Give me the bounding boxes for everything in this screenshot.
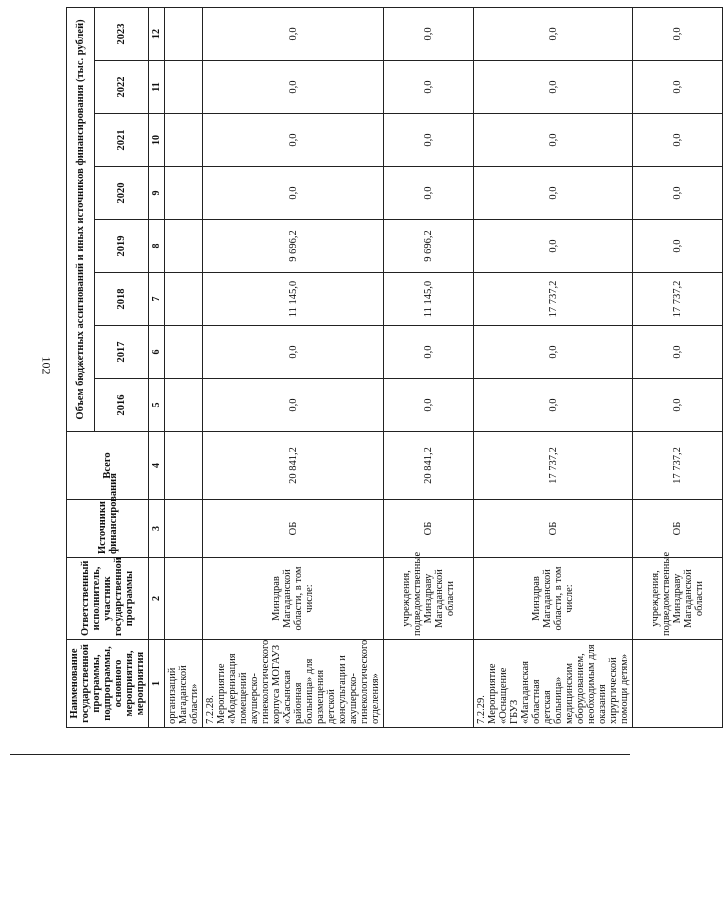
cell-value: 0,0: [203, 379, 384, 432]
financing-table: [66, 7, 723, 728]
cell-value: 0,0: [203, 326, 384, 379]
cell-value: 0,0: [633, 114, 723, 167]
cell-value: 0,0: [384, 7, 474, 60]
cell-value: 0,0: [384, 167, 474, 220]
header-executor: Ответственный исполнитель, участник государственной программы: [67, 558, 149, 640]
cell-value: 0,0: [474, 379, 633, 432]
header-group: Объем бюджетных ассигнований и иных источников финансирования (тыс. рублей): [67, 7, 95, 431]
cell-value: 0,0: [203, 7, 384, 60]
header-year: 2018: [95, 273, 149, 326]
cell-source: [165, 500, 203, 558]
cell-value: 0,0: [384, 114, 474, 167]
cell-value: 0,0: [633, 61, 723, 114]
cell-total: 17 737,2: [474, 432, 633, 500]
header-year: 2020: [95, 167, 149, 220]
cell-total: 20 841,2: [384, 432, 474, 500]
table-row: [203, 7, 384, 727]
bottom-rule: [10, 754, 630, 755]
col-number: 6: [149, 326, 165, 379]
header-year: 2022: [95, 61, 149, 114]
cell-value: 0,0: [633, 7, 723, 60]
cell-source: ОБ: [633, 500, 723, 558]
cell-value: 0,0: [474, 114, 633, 167]
cell-value: 0,0: [384, 326, 474, 379]
col-number: 5: [149, 379, 165, 432]
header-year: 2017: [95, 326, 149, 379]
cell-executor: [165, 558, 203, 640]
cell-value: 0,0: [474, 7, 633, 60]
cell-value: 9 696,2: [384, 220, 474, 273]
cell-value: [165, 167, 203, 220]
cell-value: [165, 7, 203, 60]
cell-value: 11 145,0: [203, 273, 384, 326]
cell-value: [165, 114, 203, 167]
cell-name: [384, 640, 474, 728]
cell-total: 20 841,2: [203, 432, 384, 500]
table-row: [633, 7, 723, 727]
header-year: 2019: [95, 220, 149, 273]
cell-value: 0,0: [384, 61, 474, 114]
header-year: 2016: [95, 379, 149, 432]
cell-value: 0,0: [474, 61, 633, 114]
col-number: 10: [149, 114, 165, 167]
cell-value: 0,0: [384, 379, 474, 432]
cell-value: 0,0: [474, 167, 633, 220]
cell-executor: Минздрав Магаданской области, в том числе:: [474, 558, 633, 640]
cell-value: 0,0: [203, 114, 384, 167]
cell-executor: учреждения, подведомственные Минздраву Магаданской области: [633, 558, 723, 640]
col-number: 4: [149, 432, 165, 500]
cell-value: [165, 379, 203, 432]
header-source: Источники финансирования: [67, 500, 149, 558]
cell-value: 0,0: [474, 326, 633, 379]
cell-value: 17 737,2: [474, 273, 633, 326]
cell-value: 0,0: [203, 61, 384, 114]
header-name: Наименование государственной программы, подпрограммы, основного мероприятия, мероприятия: [67, 640, 149, 728]
col-number: 8: [149, 220, 165, 273]
cell-value: [165, 326, 203, 379]
cell-value: 0,0: [633, 167, 723, 220]
header-year: 2021: [95, 114, 149, 167]
cell-name: организаций Магаданской области»: [165, 640, 203, 728]
cell-total: 17 737,2: [633, 432, 723, 500]
cell-value: 0,0: [203, 167, 384, 220]
col-number: 1: [149, 640, 165, 728]
table-row: [474, 7, 633, 727]
col-number: 2: [149, 558, 165, 640]
cell-executor: Минздрав Магаданской области, в том числе:: [203, 558, 384, 640]
cell-value: 11 145,0: [384, 273, 474, 326]
header-year: 2023: [95, 7, 149, 60]
cell-source: ОБ: [474, 500, 633, 558]
cell-value: 0,0: [474, 220, 633, 273]
col-number: 3: [149, 500, 165, 558]
cell-name: [633, 640, 723, 728]
cell-value: 0,0: [633, 220, 723, 273]
header-total: Всего: [67, 432, 149, 500]
cell-value: 0,0: [633, 326, 723, 379]
cell-source: ОБ: [203, 500, 384, 558]
col-number: 9: [149, 167, 165, 220]
cell-name: 7.2.28. Мероприятие «Модернизация помещений акушерско-гинекологического корпуса МОГАУЗ «Хасынская районная больница» для размещения детской консультации и акушерско-гинекологического отделения»: [203, 640, 384, 728]
cell-value: [165, 61, 203, 114]
cell-value: 0,0: [633, 379, 723, 432]
page-number: 102: [39, 356, 54, 375]
cell-value: 17 737,2: [633, 273, 723, 326]
col-number: 7: [149, 273, 165, 326]
rotated-table-wrapper: [66, 8, 705, 728]
cell-value: [165, 220, 203, 273]
cell-executor: учреждения, подведомственные Минздраву Магаданской области: [384, 558, 474, 640]
table-row: [384, 7, 474, 727]
col-number: 12: [149, 7, 165, 60]
cell-source: ОБ: [384, 500, 474, 558]
cell-name: 7.2.29. Мероприятие «Оснащение ГБУЗ «Магаданская областная детская больница» медицинским оборудованием, необходимым для оказания хирургической помощи детям»: [474, 640, 633, 728]
col-number: 11: [149, 61, 165, 114]
table-row: [165, 7, 203, 727]
cell-value: [165, 273, 203, 326]
cell-value: 9 696,2: [203, 220, 384, 273]
cell-total: [165, 432, 203, 500]
